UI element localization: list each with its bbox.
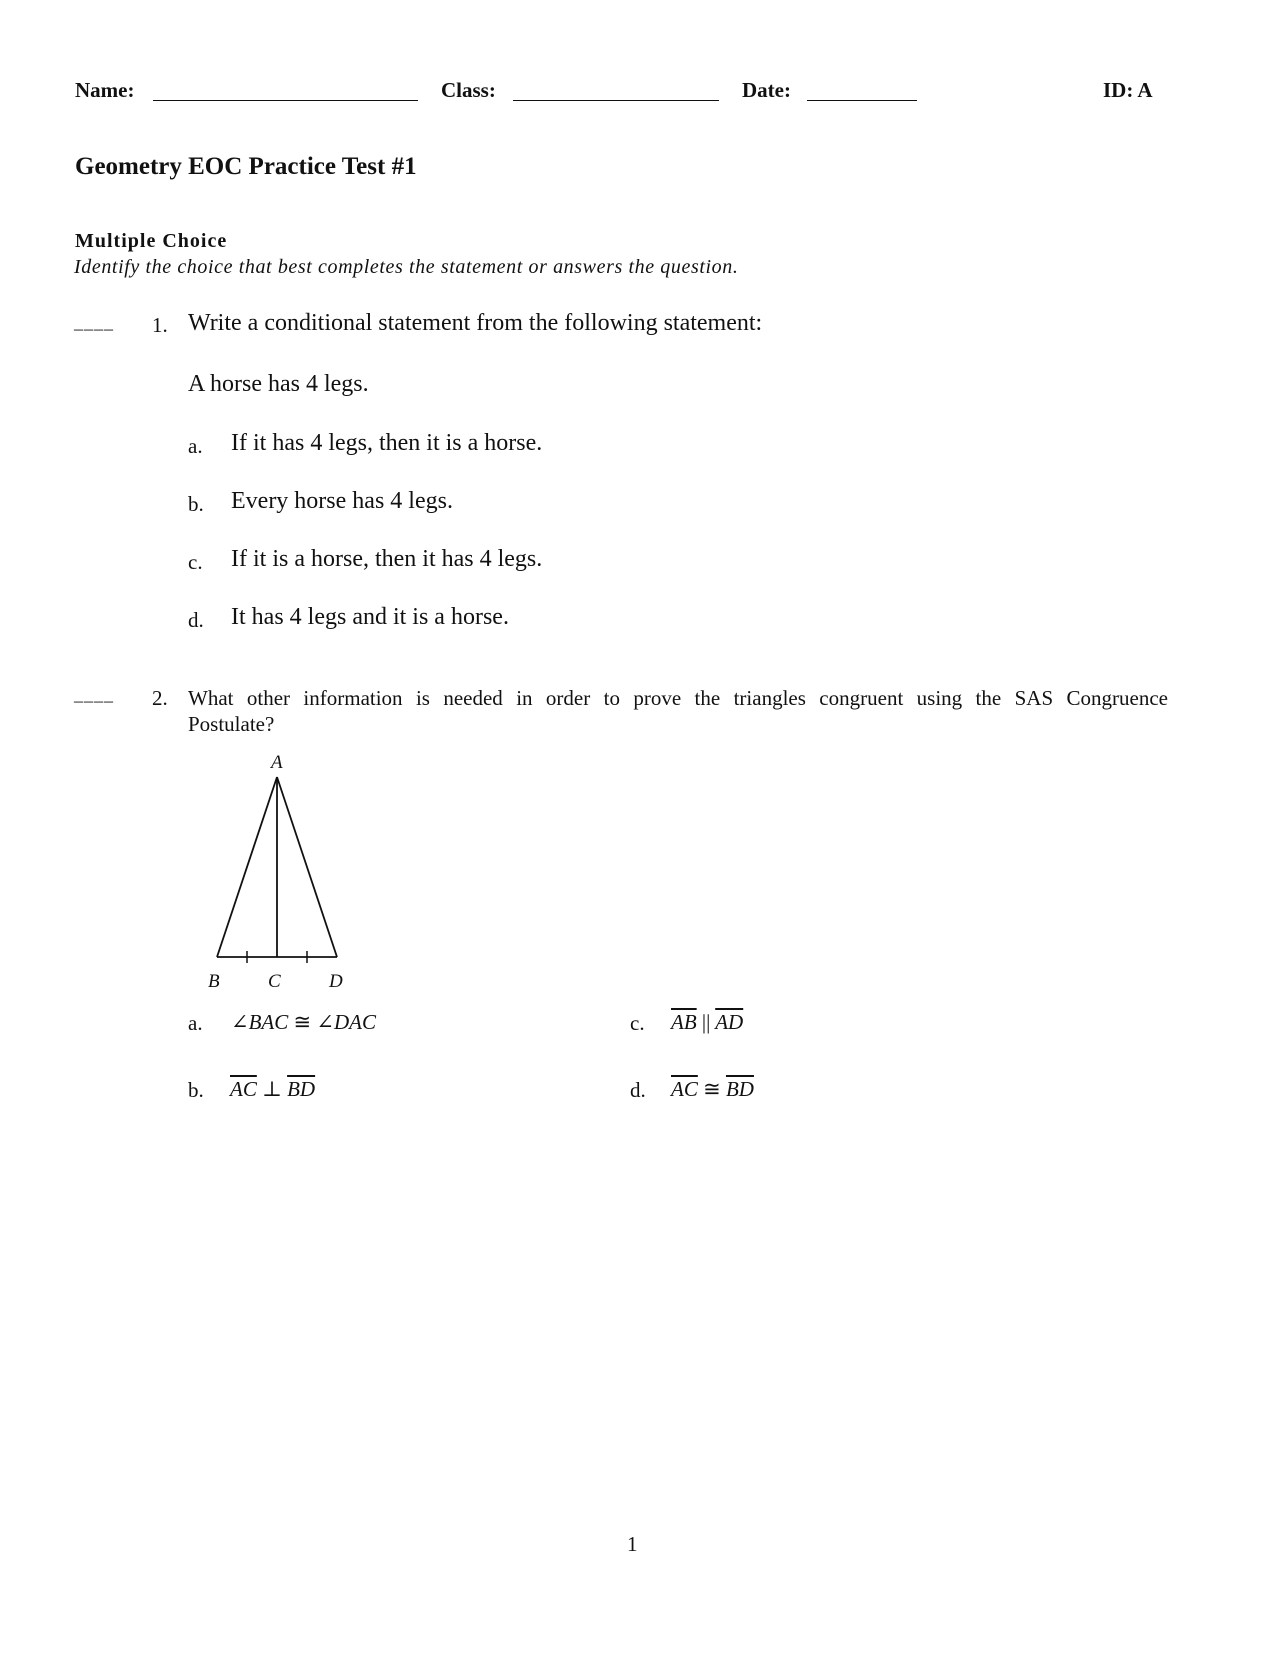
class-field-line[interactable] <box>513 100 719 101</box>
segment-ac-label: $\overline{AC}$ <box>671 1077 698 1101</box>
option-a-left: ∠BAC <box>231 1010 289 1034</box>
option-b[interactable]: Every horse has 4 legs. <box>231 488 453 514</box>
answer-blank[interactable]: ____ <box>74 312 114 332</box>
parallel-symbol: || <box>701 1010 711 1034</box>
triangle-figure <box>200 745 350 995</box>
vertex-label-b: B <box>208 971 220 992</box>
segment-bd-label: $\overline{BD}$ <box>725 1077 754 1101</box>
question-prompt-line1: What other information is needed in order to prove the triangles congruent using the SAS Congruence <box>188 686 1168 710</box>
option-c[interactable]: If it is a horse, then it has 4 legs. <box>231 546 543 572</box>
question-prompt: Write a conditional statement from the following statement: <box>188 310 763 336</box>
option-letter: c. <box>630 1011 645 1035</box>
segment-ad <box>277 777 337 957</box>
answer-blank[interactable]: ____ <box>74 684 114 704</box>
segment-ab-label: $\overline{AB}$ <box>671 1010 697 1034</box>
option-b[interactable] <box>230 1077 315 1102</box>
id-label: ID: A <box>1103 78 1153 102</box>
perpendicular-symbol: ⊥ <box>262 1077 282 1101</box>
segment-ab <box>217 777 277 957</box>
page-number: 1 <box>627 1532 638 1556</box>
name-label: Name: <box>75 78 135 102</box>
page-title: Geometry EOC Practice Test #1 <box>75 153 417 180</box>
option-letter: d. <box>630 1078 646 1102</box>
vertex-label-c: C <box>268 971 281 992</box>
option-d[interactable]: It has 4 legs and it is a horse. <box>231 604 509 630</box>
class-label: Class: <box>441 78 496 102</box>
option-letter: a. <box>188 434 203 458</box>
option-a[interactable]: If it has 4 legs, then it is a horse. <box>231 430 543 456</box>
option-d[interactable] <box>671 1077 754 1102</box>
question-prompt-line2: Postulate? <box>188 712 275 736</box>
question-number: 1. <box>152 313 168 337</box>
option-letter: a. <box>188 1011 203 1035</box>
segment-ac-label: $\overline{AC}$ <box>230 1077 257 1101</box>
vertex-label-a: A <box>271 752 283 773</box>
name-field-line[interactable] <box>153 100 418 101</box>
option-letter: d. <box>188 608 204 632</box>
option-a[interactable] <box>231 1010 376 1035</box>
congruent-symbol: ≅ <box>703 1077 721 1101</box>
option-letter: b. <box>188 1078 204 1102</box>
date-label: Date: <box>742 78 791 102</box>
option-letter: c. <box>188 550 203 574</box>
option-c[interactable] <box>671 1010 743 1035</box>
question-number: 2. <box>152 686 168 710</box>
congruent-symbol: ≅ <box>293 1010 312 1034</box>
date-field-line[interactable] <box>807 100 917 101</box>
segment-ad-label: $\overline{AD}$ <box>715 1010 744 1034</box>
option-a-right: ∠DAC <box>316 1010 376 1034</box>
section-instructions: Identify the choice that best completes the statement or answers the question. <box>74 256 739 278</box>
option-letter: b. <box>188 492 204 516</box>
segment-bd-label: $\overline{BD}$ <box>287 1077 316 1101</box>
question-statement: A horse has 4 legs. <box>188 371 369 397</box>
section-heading: Multiple Choice <box>75 230 228 252</box>
vertex-label-d: D <box>329 971 343 992</box>
